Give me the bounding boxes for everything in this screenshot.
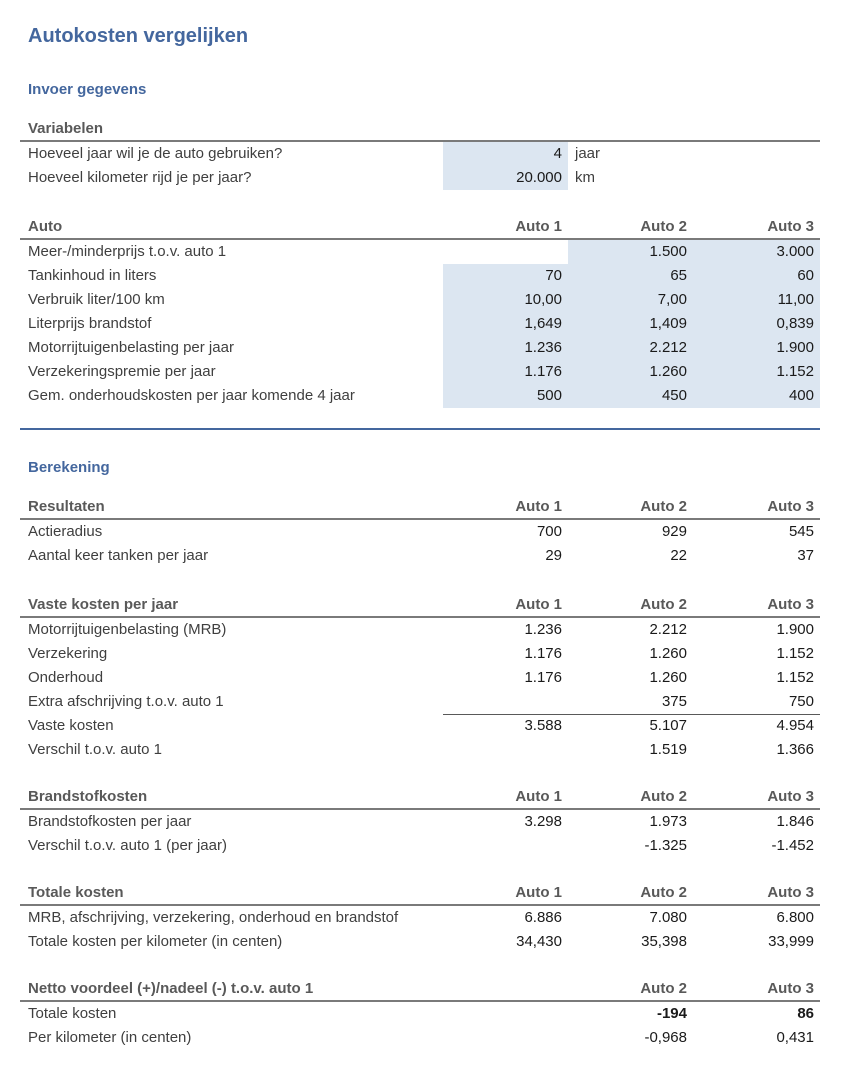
value-cell: 1.152 bbox=[776, 669, 814, 686]
section-heading-invoer: Invoer gegevens bbox=[28, 81, 147, 98]
input-cell[interactable]: 1.260 bbox=[568, 360, 693, 384]
value-cell: 5.107 bbox=[649, 717, 687, 734]
column-header-auto1: Auto 1 bbox=[515, 596, 562, 613]
unit-label: km bbox=[575, 169, 595, 186]
value-cell: 0,431 bbox=[776, 1029, 814, 1046]
column-header-auto3: Auto 3 bbox=[767, 218, 814, 235]
input-cell[interactable]: 1,409 bbox=[568, 312, 693, 336]
row-label: Literprijs brandstof bbox=[28, 315, 152, 332]
table-row bbox=[20, 1026, 820, 1050]
value-cell: 1.973 bbox=[649, 813, 687, 830]
row-label: Verzekeringspremie per jaar bbox=[28, 363, 216, 380]
value-cell: 3.588 bbox=[524, 717, 562, 734]
row-label: Motorrijtuigenbelasting per jaar bbox=[28, 339, 234, 356]
row-label: MRB, afschrijving, verzekering, onderhoud en brandstof bbox=[28, 909, 399, 926]
table-title-variabelen: Variabelen bbox=[28, 120, 104, 137]
table-row bbox=[20, 384, 820, 408]
value-cell bbox=[443, 690, 568, 715]
input-cell[interactable]: 1.152 bbox=[693, 360, 820, 384]
input-cell[interactable]: 2.212 bbox=[568, 336, 693, 360]
input-cell-years[interactable]: 4 bbox=[443, 142, 568, 166]
column-header-auto2: Auto 2 bbox=[640, 884, 687, 901]
table-title-vaste-kosten: Vaste kosten per jaar bbox=[28, 596, 179, 613]
row-label: Verschil t.o.v. auto 1 bbox=[28, 741, 162, 758]
column-header-auto2: Auto 2 bbox=[640, 980, 687, 997]
sheet-content bbox=[20, 0, 820, 1050]
input-cell[interactable]: 10,00 bbox=[443, 288, 568, 312]
table-row bbox=[20, 666, 820, 690]
column-header-auto1: Auto 1 bbox=[515, 788, 562, 805]
column-header-auto2: Auto 2 bbox=[640, 788, 687, 805]
table-header-brandstofkosten bbox=[20, 786, 820, 810]
row-label: Totale kosten bbox=[28, 1005, 117, 1022]
value-cell bbox=[443, 738, 568, 762]
row-label: Gem. onderhoudskosten per jaar komende 4 jaar bbox=[28, 387, 355, 404]
value-cell: -194 bbox=[656, 1005, 687, 1022]
table-header-resultaten bbox=[20, 496, 820, 520]
table-title-netto: Netto voordeel (+)/nadeel (-) t.o.v. auto 1 bbox=[28, 980, 314, 997]
input-cell[interactable]: 3.000 bbox=[693, 240, 820, 264]
column-header-auto3: Auto 3 bbox=[767, 498, 814, 515]
column-header-auto1: Auto 1 bbox=[515, 498, 562, 515]
value-cell: 22 bbox=[670, 547, 687, 564]
value-cell: 1.260 bbox=[649, 669, 687, 686]
table-title-brandstofkosten: Brandstofkosten bbox=[28, 788, 148, 805]
table-row bbox=[20, 834, 820, 858]
value-cell: 1.176 bbox=[524, 645, 562, 662]
value-cell: 375 bbox=[568, 690, 693, 715]
input-cell[interactable]: 500 bbox=[443, 384, 568, 408]
column-header-auto1: Auto 1 bbox=[515, 884, 562, 901]
value-cell: 1.519 bbox=[649, 741, 687, 758]
input-cell[interactable]: 400 bbox=[693, 384, 820, 408]
value-cell: -1.452 bbox=[771, 837, 814, 854]
input-cell[interactable]: 450 bbox=[568, 384, 693, 408]
table-title-resultaten: Resultaten bbox=[28, 498, 105, 515]
value-cell: 29 bbox=[545, 547, 562, 564]
section-heading-berekening: Berekening bbox=[28, 459, 110, 476]
row-label: Aantal keer tanken per jaar bbox=[28, 547, 209, 564]
value-cell: 33,999 bbox=[768, 933, 814, 950]
row-label: Tankinhoud in liters bbox=[28, 267, 157, 284]
column-header-auto2: Auto 2 bbox=[640, 498, 687, 515]
value-cell: 6.886 bbox=[524, 909, 562, 926]
input-cell[interactable]: 0,839 bbox=[693, 312, 820, 336]
input-cell[interactable]: 1.176 bbox=[443, 360, 568, 384]
value-cell: 1.152 bbox=[776, 645, 814, 662]
table-row bbox=[20, 360, 820, 384]
page-title: Autokosten vergelijken bbox=[28, 25, 249, 47]
value-cell: 1.260 bbox=[649, 645, 687, 662]
table-title-auto: Auto bbox=[28, 218, 63, 235]
row-label: Extra afschrijving t.o.v. auto 1 bbox=[28, 693, 224, 710]
row-label: Verzekering bbox=[28, 645, 108, 662]
value-cell: -0,968 bbox=[644, 1029, 687, 1046]
value-cell: 6.800 bbox=[776, 909, 814, 926]
value-cell: 86 bbox=[797, 1005, 814, 1022]
input-cell[interactable]: 1,649 bbox=[443, 312, 568, 336]
table-row bbox=[20, 690, 820, 714]
row-label: Brandstofkosten per jaar bbox=[28, 813, 192, 830]
row-label: Onderhoud bbox=[28, 669, 104, 686]
table-header-totale-kosten bbox=[20, 882, 820, 906]
value-cell: 1.366 bbox=[776, 741, 814, 758]
table-header-vaste-kosten bbox=[20, 594, 820, 618]
input-cell[interactable]: 1.236 bbox=[443, 336, 568, 360]
table-row bbox=[20, 618, 820, 642]
input-cell[interactable]: 7,00 bbox=[568, 288, 693, 312]
input-cell[interactable]: 60 bbox=[693, 264, 820, 288]
table-row bbox=[20, 930, 820, 954]
table-row bbox=[20, 810, 820, 834]
column-header-auto3: Auto 3 bbox=[767, 980, 814, 997]
value-cell: 1.176 bbox=[524, 669, 562, 686]
table-row bbox=[20, 714, 820, 738]
table-row bbox=[20, 738, 820, 762]
column-header-auto2: Auto 2 bbox=[640, 596, 687, 613]
input-cell-kilometers[interactable]: 20.000 bbox=[443, 166, 568, 190]
value-cell bbox=[443, 240, 568, 264]
value-cell: 35,398 bbox=[641, 933, 687, 950]
value-cell: 929 bbox=[661, 523, 687, 540]
value-cell: 1.900 bbox=[776, 621, 814, 638]
row-label: Meer-/minderprijs t.o.v. auto 1 bbox=[28, 243, 227, 260]
table-row bbox=[20, 166, 820, 190]
value-cell: 3.298 bbox=[524, 813, 562, 830]
table-header-netto bbox=[20, 978, 820, 1002]
row-label: Verschil t.o.v. auto 1 (per jaar) bbox=[28, 837, 227, 854]
value-cell: 2.212 bbox=[649, 621, 687, 638]
value-cell: 4.954 bbox=[776, 717, 814, 734]
table-row bbox=[20, 906, 820, 930]
table-row bbox=[20, 544, 820, 568]
input-cell[interactable]: 1.900 bbox=[693, 336, 820, 360]
row-label: Vaste kosten bbox=[28, 717, 114, 734]
input-cell[interactable]: 1.500 bbox=[568, 240, 693, 264]
table-row bbox=[20, 264, 820, 288]
value-cell: 7.080 bbox=[649, 909, 687, 926]
table-row bbox=[20, 336, 820, 360]
row-label: Verbruik liter/100 km bbox=[28, 291, 165, 308]
column-header-auto2: Auto 2 bbox=[640, 218, 687, 235]
value-cell: 1.846 bbox=[776, 813, 814, 830]
table-header-variabelen bbox=[20, 118, 820, 142]
row-label: Hoeveel kilometer rijd je per jaar? bbox=[28, 169, 252, 186]
row-label: Motorrijtuigenbelasting (MRB) bbox=[28, 621, 227, 638]
row-label: Hoeveel jaar wil je de auto gebruiken? bbox=[28, 145, 283, 162]
table-row bbox=[20, 312, 820, 336]
input-cell[interactable]: 65 bbox=[568, 264, 693, 288]
value-cell: 700 bbox=[536, 523, 562, 540]
table-title-totale-kosten: Totale kosten bbox=[28, 884, 124, 901]
table-row bbox=[20, 1002, 820, 1026]
unit-label: jaar bbox=[575, 145, 601, 162]
input-cell[interactable]: 11,00 bbox=[693, 288, 820, 312]
value-cell: 750 bbox=[693, 690, 820, 715]
table-row bbox=[20, 288, 820, 312]
input-cell[interactable]: 70 bbox=[443, 264, 568, 288]
row-label: Per kilometer (in centen) bbox=[28, 1029, 192, 1046]
value-cell: -1.325 bbox=[644, 837, 687, 854]
table-row bbox=[20, 520, 820, 544]
column-header-auto3: Auto 3 bbox=[767, 596, 814, 613]
value-cell bbox=[443, 834, 568, 858]
value-cell: 545 bbox=[788, 523, 814, 540]
table-header-auto bbox=[20, 216, 820, 240]
column-header-auto1: Auto 1 bbox=[515, 218, 562, 235]
column-header-auto3: Auto 3 bbox=[767, 884, 814, 901]
value-cell: 1.236 bbox=[524, 621, 562, 638]
column-header-auto3: Auto 3 bbox=[767, 788, 814, 805]
table-row bbox=[20, 142, 820, 166]
table-row bbox=[20, 240, 820, 264]
row-label: Actieradius bbox=[28, 523, 103, 540]
value-cell: 34,430 bbox=[516, 933, 562, 950]
table-row bbox=[20, 642, 820, 666]
value-cell: 37 bbox=[797, 547, 814, 564]
row-label: Totale kosten per kilometer (in centen) bbox=[28, 933, 283, 950]
